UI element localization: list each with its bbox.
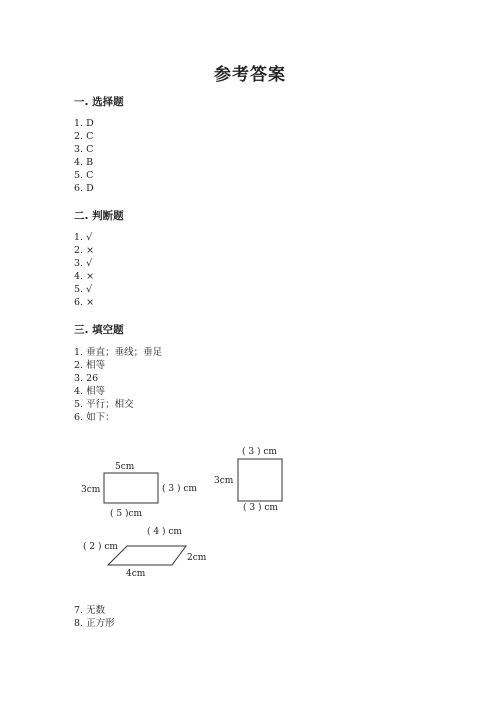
list-item: 3. √ [74, 258, 93, 269]
list-item: 1. D [74, 118, 94, 129]
square-shape [238, 459, 282, 501]
list-item: 4. × [74, 271, 95, 282]
list-item: 4. B [74, 157, 94, 168]
list-item: 7. 无数 [74, 605, 106, 616]
section-heading-fill: 三. 填空题 [74, 324, 124, 336]
list-item: 6. 如下： [74, 412, 115, 423]
page-title: 参考答案 [214, 65, 286, 85]
para-top-label: ( 4 ) cm [147, 527, 182, 537]
rect-top-label: 5cm [115, 462, 135, 472]
list-item: 2. × [74, 245, 95, 256]
list-item: 2. C [74, 131, 94, 142]
list-item: 5. 平行；相交 [74, 399, 134, 410]
list-item: 6. D [74, 183, 94, 194]
para-right-label: 2cm [187, 553, 207, 563]
answer-list-tail [74, 604, 115, 630]
list-item: 2. 相等 [74, 360, 106, 371]
list-item: 1. √ [74, 232, 93, 243]
para-left-label: ( 2 ) cm [83, 542, 118, 552]
para-bottom-label: 4cm [126, 569, 146, 579]
rect-left-label: 3cm [81, 485, 101, 495]
rectangle-shape [104, 473, 158, 503]
rect-bottom-label: ( 5 )cm [110, 509, 143, 519]
parallelogram-shape [108, 546, 186, 565]
square-bottom-label: ( 3 ) cm [243, 503, 278, 513]
list-item: 4. 相等 [74, 386, 106, 397]
list-item: 5. C [74, 170, 94, 181]
list-item: 1. 垂直；垂线；垂足 [74, 347, 163, 358]
list-item: 3. 26 [74, 373, 99, 384]
list-item: 5. √ [74, 284, 93, 295]
list-item: 8. 正方形 [74, 618, 115, 629]
square-top-label: ( 3 ) cm [242, 447, 277, 457]
section-heading-judge: 二. 判断题 [74, 210, 124, 222]
rect-right-label: ( 3 ) cm [162, 484, 197, 494]
list-item: 6. × [74, 297, 95, 308]
list-item: 3. C [74, 144, 94, 155]
section-heading-choice: 一. 选择题 [74, 96, 124, 108]
square-left-label: 3cm [214, 476, 234, 486]
